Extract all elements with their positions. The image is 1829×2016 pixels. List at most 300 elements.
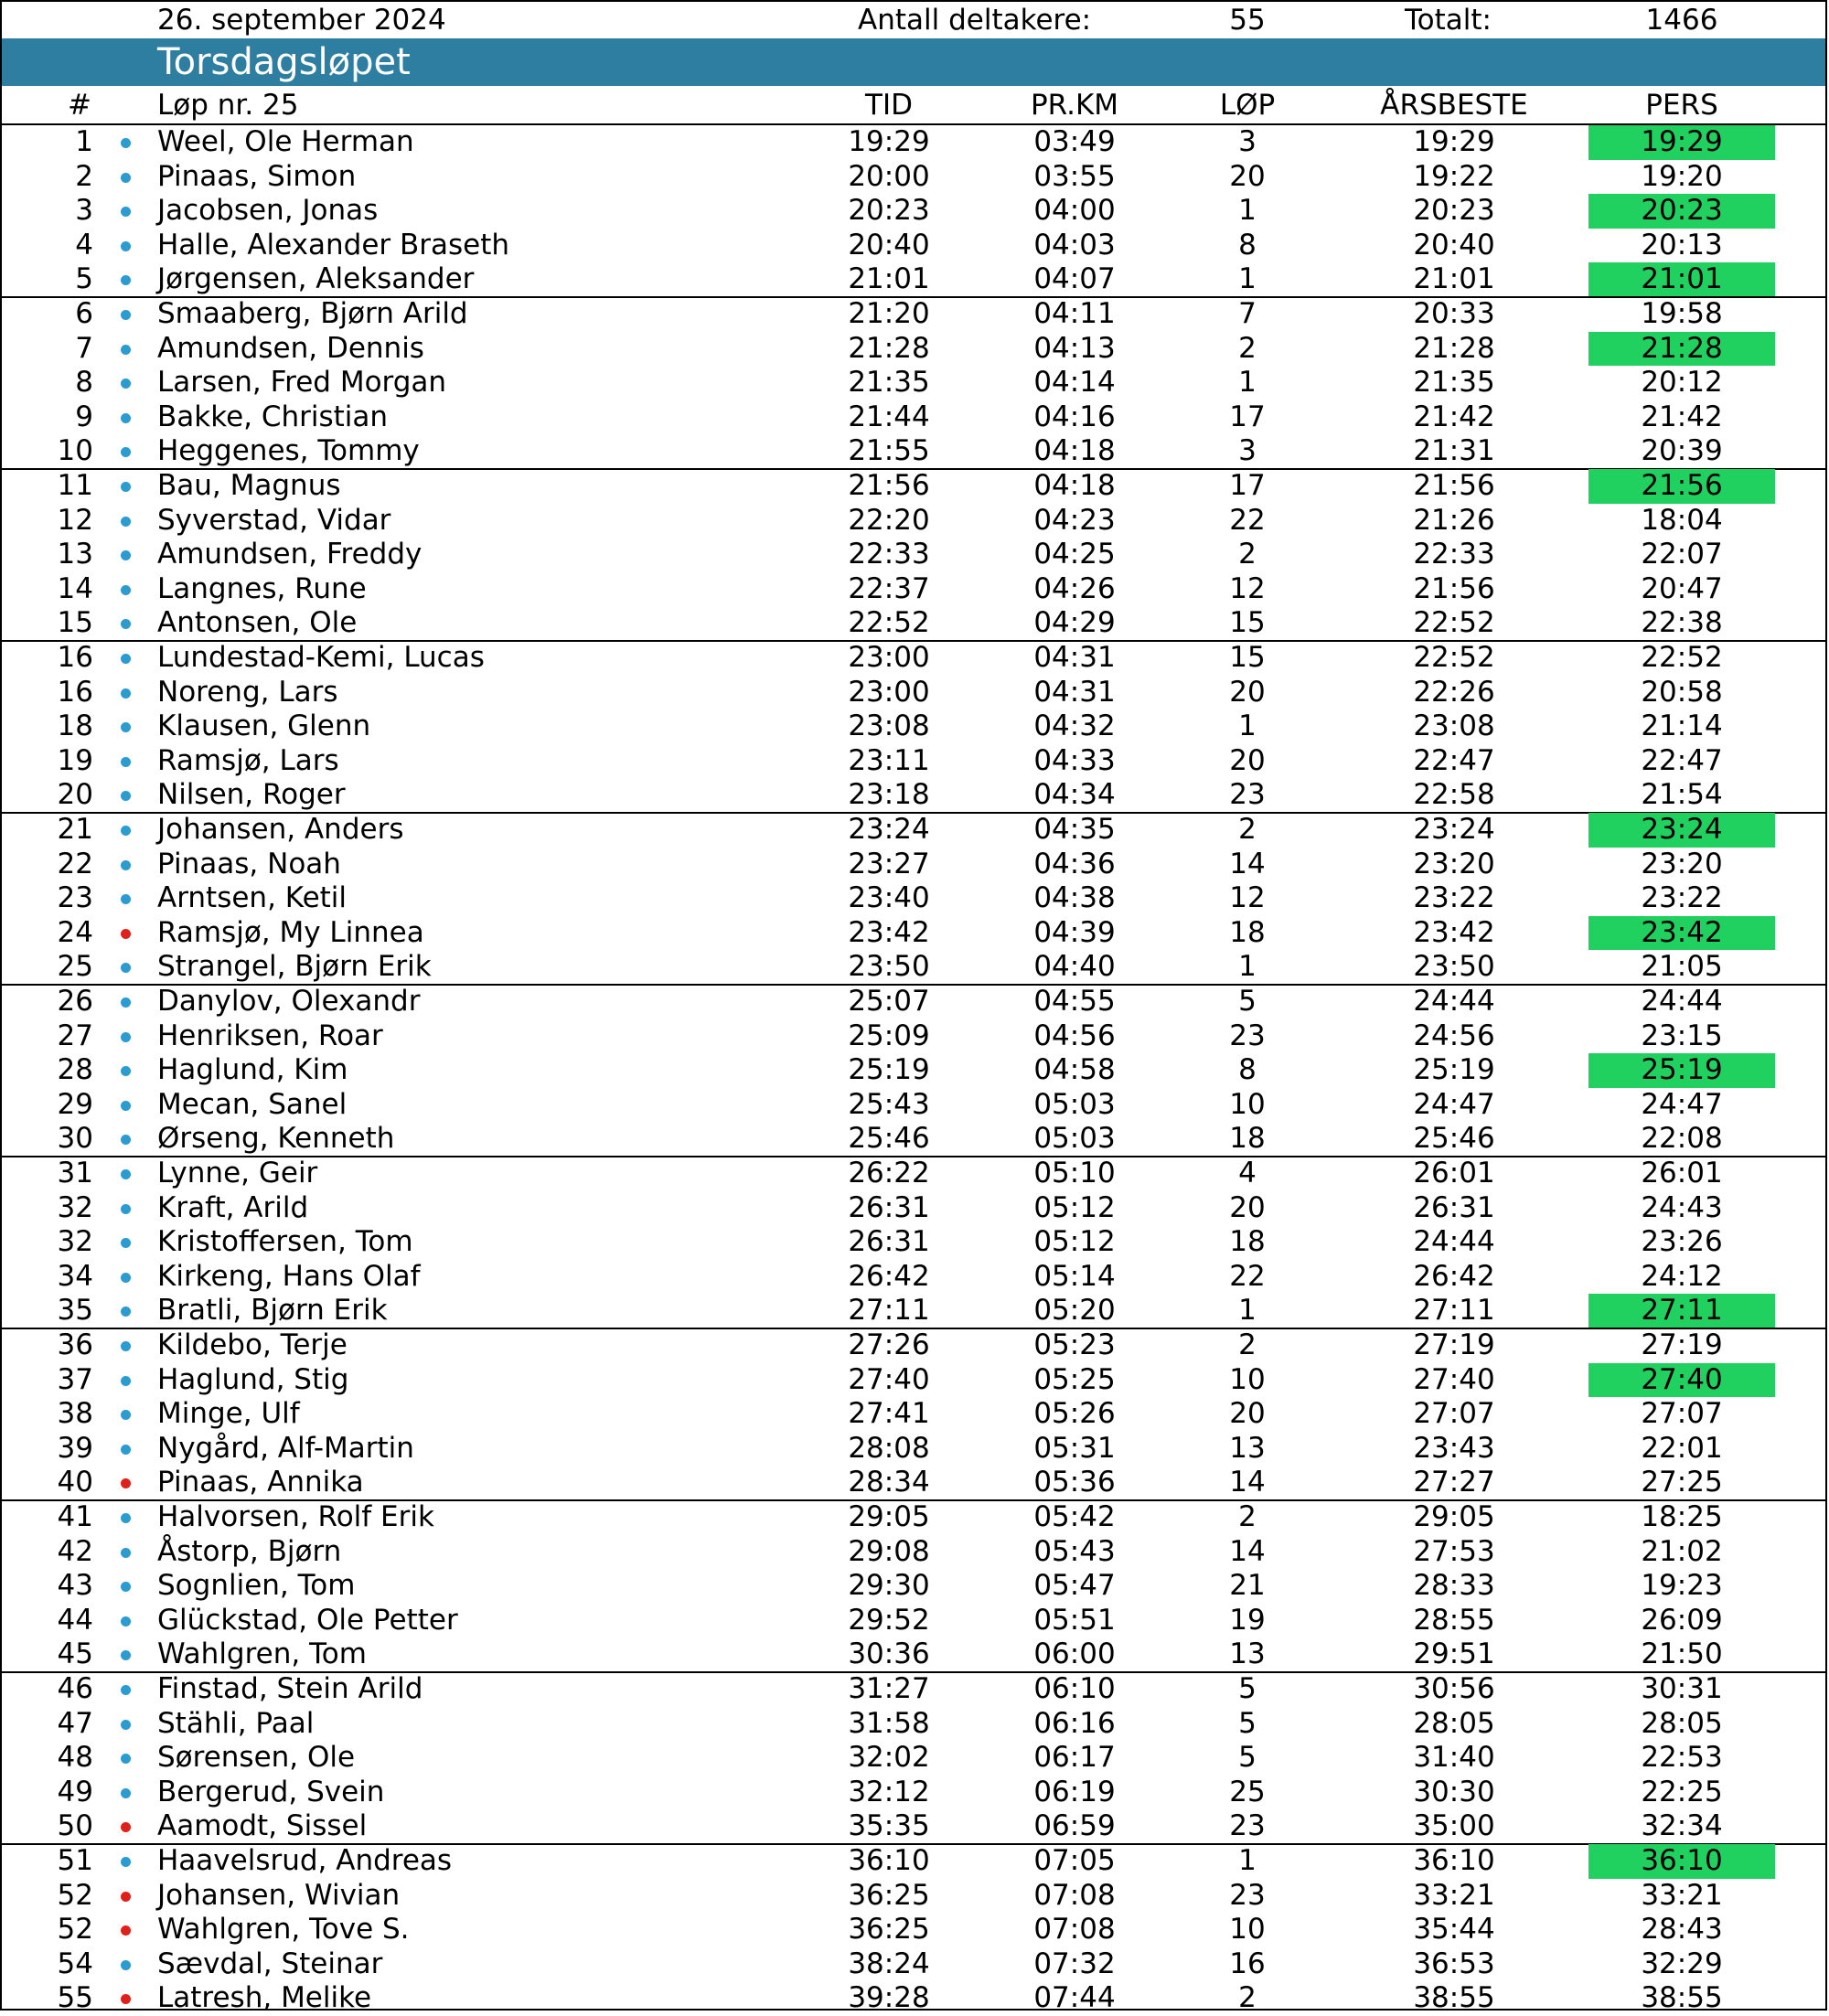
cell-pers: 24:12 <box>1641 1259 1723 1293</box>
cell-tid: 38:24 <box>848 1947 930 1980</box>
cell-arsbeste: 26:01 <box>1413 1157 1495 1189</box>
male-marker-icon <box>121 1960 131 1970</box>
table-row <box>2 813 1825 848</box>
table-row <box>2 1981 1825 2016</box>
cell-prkm: 06:16 <box>1033 1706 1116 1740</box>
cell-tid: 22:20 <box>848 503 930 537</box>
cell-name: Kraft, Arild <box>157 1190 309 1224</box>
participants-value: 55 <box>1229 4 1266 37</box>
cell-tid: 26:22 <box>848 1157 930 1189</box>
cell-pers: 27:11 <box>1588 1294 1775 1328</box>
cell-prkm: 04:11 <box>1033 297 1116 330</box>
table-row <box>2 1088 1825 1123</box>
cell-arsbeste: 33:21 <box>1413 1878 1495 1912</box>
male-marker-icon <box>121 1307 131 1317</box>
cell-prkm: 07:44 <box>1033 1981 1116 2015</box>
cell-lop: 20 <box>1229 1397 1266 1431</box>
col-header-race: Løp nr. 25 <box>157 89 299 122</box>
cell-tid: 22:52 <box>848 606 930 640</box>
cell-prkm: 03:55 <box>1033 159 1116 193</box>
cell-tid: 23:50 <box>848 950 930 984</box>
cell-name: Haglund, Kim <box>157 1053 348 1087</box>
male-marker-icon <box>121 1341 131 1351</box>
cell-prkm: 05:14 <box>1033 1259 1116 1293</box>
male-marker-icon <box>121 997 131 1008</box>
cell-arsbeste: 21:26 <box>1413 503 1495 537</box>
cell-arsbeste: 24:44 <box>1413 985 1495 1018</box>
male-marker-icon <box>121 1650 131 1660</box>
cell-pers: 23:42 <box>1588 916 1775 951</box>
cell-name: Arntsen, Ketil <box>157 881 348 915</box>
male-marker-icon <box>121 379 131 389</box>
cell-name: Bau, Magnus <box>157 469 341 502</box>
cell-lop: 1 <box>1238 366 1257 400</box>
cell-tid: 21:55 <box>848 434 930 468</box>
male-marker-icon <box>121 1513 131 1523</box>
cell-num: 5 <box>75 262 93 296</box>
table-row <box>2 1500 1825 1535</box>
table-row <box>2 1294 1825 1328</box>
cell-num: 24 <box>57 915 93 949</box>
cell-tid: 26:42 <box>848 1259 930 1293</box>
cell-num: 14 <box>57 571 93 605</box>
table-row <box>2 504 1825 539</box>
col-header-pers: PERS <box>1645 89 1718 122</box>
cell-pers: 36:10 <box>1588 1844 1775 1879</box>
cell-pers: 21:05 <box>1641 950 1723 984</box>
cell-lop: 18 <box>1229 1225 1266 1259</box>
male-marker-icon <box>121 688 131 699</box>
cell-name: Pinaas, Annika <box>157 1466 364 1499</box>
table-row <box>2 1260 1825 1295</box>
cell-num: 54 <box>57 1947 93 1980</box>
cell-num: 7 <box>75 331 93 365</box>
cell-arsbeste: 23:42 <box>1413 915 1495 949</box>
table-row <box>2 332 1825 367</box>
cell-prkm: 04:18 <box>1033 434 1116 468</box>
cell-tid: 26:31 <box>848 1190 930 1224</box>
cell-pers: 22:38 <box>1641 606 1723 640</box>
cell-tid: 32:02 <box>848 1741 930 1775</box>
cell-pers: 23:24 <box>1588 813 1775 848</box>
column-header-row <box>2 89 1825 123</box>
cell-prkm: 04:18 <box>1033 469 1116 502</box>
cell-name: Kristoffersen, Tom <box>157 1225 413 1259</box>
cell-tid: 29:52 <box>848 1603 930 1637</box>
cell-prkm: 07:08 <box>1033 1878 1116 1912</box>
male-marker-icon <box>121 241 131 251</box>
cell-lop: 2 <box>1238 813 1257 846</box>
cell-num: 52 <box>57 1913 93 1947</box>
male-marker-icon <box>121 1720 131 1730</box>
cell-arsbeste: 27:07 <box>1413 1397 1495 1431</box>
male-marker-icon <box>121 1238 131 1248</box>
cell-name: Pinaas, Noah <box>157 847 341 880</box>
cell-prkm: 07:05 <box>1033 1844 1116 1877</box>
cell-tid: 28:08 <box>848 1431 930 1465</box>
cell-lop: 3 <box>1238 434 1257 468</box>
female-marker-icon <box>121 1892 131 1902</box>
cell-pers: 27:25 <box>1641 1466 1723 1499</box>
cell-name: Strangel, Bjørn Erik <box>157 950 432 984</box>
cell-name: Sævdal, Steinar <box>157 1947 383 1980</box>
cell-arsbeste: 38:55 <box>1413 1981 1495 2015</box>
cell-num: 51 <box>57 1844 93 1877</box>
cell-pers: 32:29 <box>1641 1947 1723 1980</box>
cell-lop: 14 <box>1229 847 1266 880</box>
cell-tid: 23:18 <box>848 778 930 812</box>
cell-name: Latresh, Melike <box>157 1981 372 2015</box>
cell-prkm: 05:20 <box>1033 1294 1116 1328</box>
male-marker-icon <box>121 1101 131 1111</box>
cell-arsbeste: 23:08 <box>1413 709 1495 743</box>
table-row <box>2 1672 1825 1707</box>
cell-prkm: 04:26 <box>1033 571 1116 605</box>
cell-arsbeste: 29:05 <box>1413 1500 1495 1533</box>
cell-pers: 25:19 <box>1588 1053 1775 1088</box>
male-marker-icon <box>121 1685 131 1695</box>
table-row <box>2 262 1825 297</box>
cell-num: 10 <box>57 434 93 468</box>
cell-arsbeste: 21:31 <box>1413 434 1495 468</box>
cell-lop: 20 <box>1229 159 1266 193</box>
cell-lop: 20 <box>1229 675 1266 709</box>
cell-prkm: 05:25 <box>1033 1362 1116 1396</box>
table-row <box>2 1157 1825 1191</box>
cell-num: 37 <box>57 1362 93 1396</box>
cell-tid: 35:35 <box>848 1809 930 1843</box>
cell-num: 28 <box>57 1053 93 1087</box>
cell-num: 2 <box>75 159 93 193</box>
cell-num: 27 <box>57 1019 93 1052</box>
cell-prkm: 06:59 <box>1033 1809 1116 1843</box>
cell-prkm: 05:43 <box>1033 1534 1116 1568</box>
cell-name: Klausen, Glenn <box>157 709 371 743</box>
cell-prkm: 05:42 <box>1033 1500 1116 1533</box>
table-row <box>2 297 1825 332</box>
male-marker-icon <box>121 207 131 217</box>
cell-tid: 26:31 <box>848 1225 930 1259</box>
female-marker-icon <box>121 1925 131 1936</box>
cell-prkm: 04:35 <box>1033 813 1116 846</box>
cell-arsbeste: 28:05 <box>1413 1706 1495 1740</box>
table-row <box>2 881 1825 916</box>
table-row <box>2 641 1825 676</box>
cell-lop: 14 <box>1229 1534 1266 1568</box>
male-marker-icon <box>121 585 131 595</box>
cell-prkm: 04:34 <box>1033 778 1116 812</box>
cell-num: 32 <box>57 1190 93 1224</box>
cell-lop: 10 <box>1229 1087 1266 1121</box>
cell-lop: 3 <box>1238 125 1257 158</box>
cell-pers: 21:54 <box>1641 778 1723 812</box>
cell-lop: 1 <box>1238 262 1257 296</box>
cell-tid: 20:40 <box>848 228 930 261</box>
table-row <box>2 160 1825 195</box>
cell-lop: 13 <box>1229 1637 1266 1671</box>
total-label: Totalt: <box>1405 4 1492 37</box>
cell-num: 36 <box>57 1328 93 1361</box>
cell-arsbeste: 24:56 <box>1413 1019 1495 1052</box>
cell-name: Finstad, Stein Arild <box>157 1672 423 1705</box>
cell-name: Henriksen, Roar <box>157 1019 383 1052</box>
cell-prkm: 05:51 <box>1033 1603 1116 1637</box>
male-marker-icon <box>121 1788 131 1798</box>
cell-arsbeste: 27:27 <box>1413 1466 1495 1499</box>
cell-pers: 20:58 <box>1641 675 1723 709</box>
cell-pers: 26:09 <box>1641 1603 1723 1637</box>
cell-pers: 21:42 <box>1641 400 1723 433</box>
col-header-num: # <box>68 89 91 122</box>
cell-arsbeste: 27:11 <box>1413 1294 1495 1328</box>
table-row <box>2 676 1825 710</box>
cell-tid: 29:30 <box>848 1569 930 1603</box>
cell-lop: 23 <box>1229 1809 1266 1843</box>
cell-num: 50 <box>57 1809 93 1843</box>
cell-num: 20 <box>57 778 93 812</box>
cell-lop: 19 <box>1229 1603 1266 1637</box>
table-row <box>2 1604 1825 1638</box>
cell-tid: 19:29 <box>848 125 930 158</box>
cell-name: Danylov, Olexandr <box>157 985 421 1018</box>
table-row <box>2 1809 1825 1844</box>
cell-arsbeste: 21:35 <box>1413 366 1495 400</box>
col-header-arsbeste: ÅRSBESTE <box>1380 89 1528 122</box>
cell-pers: 18:25 <box>1641 1500 1723 1533</box>
cell-arsbeste: 22:47 <box>1413 743 1495 777</box>
female-marker-icon <box>121 1994 131 2004</box>
cell-num: 30 <box>57 1122 93 1156</box>
cell-num: 9 <box>75 400 93 433</box>
cell-arsbeste: 22:33 <box>1413 538 1495 571</box>
cell-lop: 17 <box>1229 400 1266 433</box>
male-marker-icon <box>121 894 131 904</box>
cell-prkm: 05:31 <box>1033 1431 1116 1465</box>
cell-pers: 27:40 <box>1588 1363 1775 1398</box>
cell-num: 41 <box>57 1500 93 1533</box>
cell-num: 8 <box>75 366 93 400</box>
cell-lop: 15 <box>1229 606 1266 640</box>
cell-arsbeste: 21:56 <box>1413 469 1495 502</box>
table-row <box>2 1844 1825 1879</box>
cell-arsbeste: 26:31 <box>1413 1190 1495 1224</box>
cell-lop: 7 <box>1238 297 1257 330</box>
cell-name: Mecan, Sanel <box>157 1087 348 1121</box>
cell-tid: 23:00 <box>848 675 930 709</box>
cell-pers: 22:08 <box>1641 1122 1723 1156</box>
cell-tid: 27:40 <box>848 1362 930 1396</box>
cell-num: 1 <box>75 125 93 158</box>
cell-pers: 23:15 <box>1641 1019 1723 1052</box>
cell-pers: 20:23 <box>1588 194 1775 229</box>
cell-prkm: 04:14 <box>1033 366 1116 400</box>
cell-num: 15 <box>57 606 93 640</box>
cell-name: Pinaas, Simon <box>157 159 357 193</box>
cell-name: Bakke, Christian <box>157 400 389 433</box>
cell-arsbeste: 22:58 <box>1413 778 1495 812</box>
col-header-lop: LØP <box>1219 89 1276 122</box>
cell-num: 13 <box>57 538 93 571</box>
cell-prkm: 06:17 <box>1033 1741 1116 1775</box>
male-marker-icon <box>121 1857 131 1867</box>
cell-prkm: 04:56 <box>1033 1019 1116 1052</box>
cell-name: Sørensen, Ole <box>157 1741 356 1775</box>
cell-pers: 24:44 <box>1641 985 1723 1018</box>
cell-prkm: 05:47 <box>1033 1569 1116 1603</box>
table-row <box>2 1225 1825 1260</box>
cell-tid: 27:11 <box>848 1294 930 1328</box>
cell-tid: 21:20 <box>848 297 930 330</box>
cell-pers: 22:07 <box>1641 538 1723 571</box>
male-marker-icon <box>121 1032 131 1042</box>
table-row <box>2 194 1825 229</box>
table-row <box>2 1776 1825 1810</box>
cell-prkm: 05:12 <box>1033 1225 1116 1259</box>
cell-num: 48 <box>57 1741 93 1775</box>
male-marker-icon <box>121 550 131 560</box>
table-row <box>2 1466 1825 1500</box>
table-row <box>2 1741 1825 1776</box>
title-bar <box>2 38 1825 86</box>
cell-arsbeste: 19:29 <box>1413 125 1495 158</box>
male-marker-icon <box>121 1135 131 1145</box>
cell-name: Nilsen, Roger <box>157 778 346 812</box>
cell-name: Sognlien, Tom <box>157 1569 356 1603</box>
cell-lop: 18 <box>1229 915 1266 949</box>
cell-pers: 18:04 <box>1641 503 1723 537</box>
cell-pers: 23:22 <box>1641 881 1723 915</box>
male-marker-icon <box>121 1066 131 1076</box>
cell-num: 26 <box>57 985 93 1018</box>
cell-lop: 10 <box>1229 1362 1266 1396</box>
cell-lop: 23 <box>1229 1019 1266 1052</box>
cell-pers: 33:21 <box>1641 1878 1723 1912</box>
cell-lop: 13 <box>1229 1431 1266 1465</box>
table-row <box>2 1879 1825 1914</box>
male-marker-icon <box>121 482 131 492</box>
cell-prkm: 06:00 <box>1033 1637 1116 1671</box>
cell-num: 42 <box>57 1534 93 1568</box>
cell-prkm: 04:31 <box>1033 641 1116 674</box>
table-row <box>2 1191 1825 1226</box>
col-header-tid: TID <box>865 89 913 122</box>
cell-lop: 22 <box>1229 503 1266 537</box>
table-row <box>2 572 1825 607</box>
cell-name: Ramsjø, My Linnea <box>157 915 424 949</box>
table-row <box>2 1122 1825 1157</box>
cell-tid: 23:27 <box>848 847 930 880</box>
cell-lop: 5 <box>1238 985 1257 1018</box>
cell-pers: 20:47 <box>1641 571 1723 605</box>
cell-name: Amundsen, Freddy <box>157 538 422 571</box>
total-value: 1466 <box>1645 4 1718 37</box>
table-row <box>2 606 1825 641</box>
table-row <box>2 950 1825 985</box>
cell-name: Bergerud, Svein <box>157 1775 385 1808</box>
cell-num: 19 <box>57 743 93 777</box>
cell-pers: 30:31 <box>1641 1672 1723 1705</box>
cell-arsbeste: 23:24 <box>1413 813 1495 846</box>
cell-pers: 21:14 <box>1641 709 1723 743</box>
cell-name: Antonsen, Ole <box>157 606 358 640</box>
cell-prkm: 04:23 <box>1033 503 1116 537</box>
male-marker-icon <box>121 447 131 457</box>
cell-num: 34 <box>57 1259 93 1293</box>
male-marker-icon <box>121 757 131 767</box>
cell-pers: 21:50 <box>1641 1637 1723 1671</box>
cell-tid: 31:58 <box>848 1706 930 1740</box>
cell-arsbeste: 21:42 <box>1413 400 1495 433</box>
male-marker-icon <box>121 654 131 664</box>
cell-name: Weel, Ole Herman <box>157 125 414 158</box>
cell-tid: 25:07 <box>848 985 930 1018</box>
col-header-prkm: PR.KM <box>1030 89 1119 122</box>
cell-pers: 28:43 <box>1641 1913 1723 1947</box>
cell-num: 44 <box>57 1603 93 1637</box>
table-row <box>2 366 1825 400</box>
table-row <box>2 1947 1825 1982</box>
cell-pers: 22:53 <box>1641 1741 1723 1775</box>
cell-name: Langnes, Rune <box>157 571 367 605</box>
male-marker-icon <box>121 138 131 148</box>
table-row <box>2 1637 1825 1672</box>
cell-name: Jacobsen, Jonas <box>157 194 379 228</box>
cell-arsbeste: 35:00 <box>1413 1809 1495 1843</box>
cell-prkm: 04:39 <box>1033 915 1116 949</box>
cell-tid: 21:28 <box>848 331 930 365</box>
cell-pers: 23:20 <box>1641 847 1723 880</box>
cell-arsbeste: 35:44 <box>1413 1913 1495 1947</box>
male-marker-icon <box>121 791 131 801</box>
cell-lop: 1 <box>1238 950 1257 984</box>
cell-lop: 2 <box>1238 1500 1257 1533</box>
cell-lop: 14 <box>1229 1466 1266 1499</box>
cell-arsbeste: 36:10 <box>1413 1844 1495 1877</box>
cell-name: Nygård, Alf-Martin <box>157 1431 414 1465</box>
cell-name: Noreng, Lars <box>157 675 338 709</box>
cell-arsbeste: 27:19 <box>1413 1328 1495 1361</box>
table-row <box>2 848 1825 882</box>
cell-num: 29 <box>57 1087 93 1121</box>
cell-prkm: 05:03 <box>1033 1122 1116 1156</box>
cell-prkm: 04:29 <box>1033 606 1116 640</box>
cell-lop: 1 <box>1238 194 1257 228</box>
cell-num: 6 <box>75 297 93 330</box>
cell-prkm: 05:26 <box>1033 1397 1116 1431</box>
cell-prkm: 04:03 <box>1033 228 1116 261</box>
cell-num: 18 <box>57 709 93 743</box>
cell-name: Haavelsrud, Andreas <box>157 1844 453 1877</box>
cell-lop: 2 <box>1238 1328 1257 1361</box>
cell-pers: 26:01 <box>1641 1157 1723 1189</box>
cell-name: Ørseng, Kenneth <box>157 1122 395 1156</box>
cell-tid: 28:34 <box>848 1466 930 1499</box>
cell-prkm: 07:08 <box>1033 1913 1116 1947</box>
cell-arsbeste: 24:44 <box>1413 1225 1495 1259</box>
table-row <box>2 744 1825 779</box>
cell-num: 52 <box>57 1878 93 1912</box>
cell-prkm: 04:00 <box>1033 194 1116 228</box>
race-date: 26. september 2024 <box>157 4 446 37</box>
cell-lop: 20 <box>1229 1190 1266 1224</box>
cell-prkm: 04:31 <box>1033 675 1116 709</box>
cell-prkm: 05:10 <box>1033 1157 1116 1189</box>
cell-num: 21 <box>57 813 93 846</box>
cell-prkm: 04:36 <box>1033 847 1116 880</box>
cell-name: Åstorp, Bjørn <box>157 1534 342 1568</box>
cell-arsbeste: 21:01 <box>1413 262 1495 296</box>
cell-arsbeste: 22:26 <box>1413 675 1495 709</box>
